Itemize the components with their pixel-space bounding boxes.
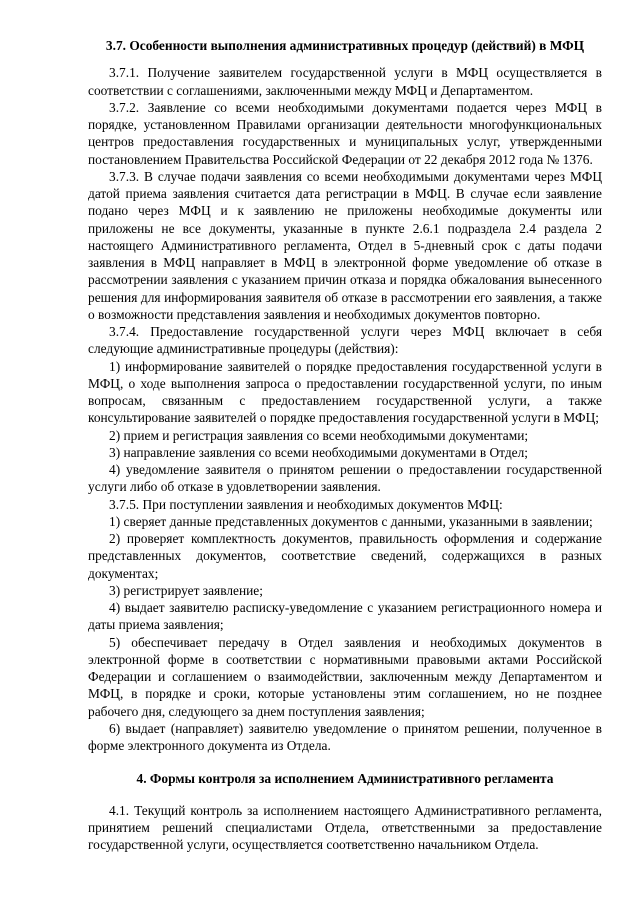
paragraph-3-7-4: 3.7.4. Предоставление государственной услуги через МФЦ включает в себя следующие административные процедуры (действия): [88, 324, 602, 357]
list-item-3-7-5-5: 5) обеспечивает передачу в Отдел заявления и необходимых документов в электронной форме в соответствии с нормативными правовыми актами Российской Федерации и соглашением о взаимодействии, заключенным между Департаментом и МФЦ, в порядке и сроки, которые установлены этим соглашением, но не позднее рабочего дня, следующего за днем поступления заявления; [88, 634, 602, 719]
list-item-3-7-5-3: 3) регистрирует заявление; [109, 582, 263, 598]
paragraph-3-7-1: 3.7.1. Получение заявителем государственной услуги в МФЦ осуществляется в соответствии с соглашениями, заключенными между МФЦ и Департаментом. [88, 65, 602, 98]
section-3-7-heading: 3.7. Особенности выполнения административных процедур (действий) в МФЦ [105, 38, 585, 53]
list-item-3-7-4-3: 3) направление заявления со всеми необходимыми документами в Отдел; [109, 444, 528, 460]
list-item-3-7-4-4: 4) уведомление заявителя о принятом решении о предоставлении государственной услуги либо об отказе в удовлетворении заявления. [88, 462, 602, 495]
paragraph-3-7-5: 3.7.5. При поступлении заявления и необходимых документов МФЦ: [109, 496, 503, 512]
section-3-7-body [88, 64, 602, 754]
section-4-heading: 4. Формы контроля за исполнением Административного регламента [136, 771, 554, 787]
list-item-3-7-4-2: 2) прием и регистрация заявления со всеми необходимыми документами; [109, 427, 529, 443]
list-item-3-7-4-1: 1) информирование заявителей о порядке предоставления государственной услуги в МФЦ, о ходе выполнения запроса о предоставлении государственной услуги, по иным вопросам, связанным с предоставлением государственной услуги, а также консультирование заявителей о порядке предоставления государственной услуги в МФЦ; [88, 358, 602, 426]
paragraph-3-7-2: 3.7.2. Заявление со всеми необходимыми документами подается через МФЦ в порядке, установленном Правилами организации деятельности многофункциональных центров предоставления государственных и муниципальных услуг, утвержденными постановлением Правительства Российской Федерации от 22 декабря 2012 года № 1376. [88, 99, 602, 167]
paragraph-3-7-3: 3.7.3. В случае подачи заявления со всеми необходимыми документами через МФЦ датой приема заявления считается дата регистрации в МФЦ. В случае если заявление подано через МФЦ и к заявлению не приложены необходимые документы или приложены не все документы, указанные в пункте 2.6.1 подраздела 2.4 раздела 2 настоящего Административного регламента, Отдел в 5-дневный срок с даты подачи заявления в МФЦ направляет в МФЦ в электронной форме уведомление об отказе в рассмотрении заявления с указанием причин отказа и порядка обжалования вынесенного решения для информирования заявителя об отказе в рассмотрении его заявления, а также о возможности представления заявления и необходимых документов повторно. [88, 168, 602, 322]
list-item-3-7-5-1: 1) сверяет данные представленных документов с данными, указанными в заявлении; [109, 513, 593, 529]
section-4-body [88, 802, 602, 854]
list-item-3-7-5-4: 4) выдает заявителю расписку-уведомление с указанием регистрационного номера и даты приема заявления; [88, 600, 602, 633]
list-item-3-7-5-6: 6) выдает (направляет) заявителю уведомление о принятом решении, полученное в форме электронного документа из Отдела. [88, 720, 602, 753]
list-item-3-7-5-2: 2) проверяет комплектность документов, правильность оформления и содержание представленных документов, соответствие сведений, содержащихся в разных документах; [88, 531, 602, 581]
paragraph-4-1: 4.1. Текущий контроль за исполнением настоящего Административного регламента, принятием решений специалистами Отдела, ответственными за предоставление государственной услуги, осуществляется соответственно начальником Отдела. [88, 802, 602, 852]
